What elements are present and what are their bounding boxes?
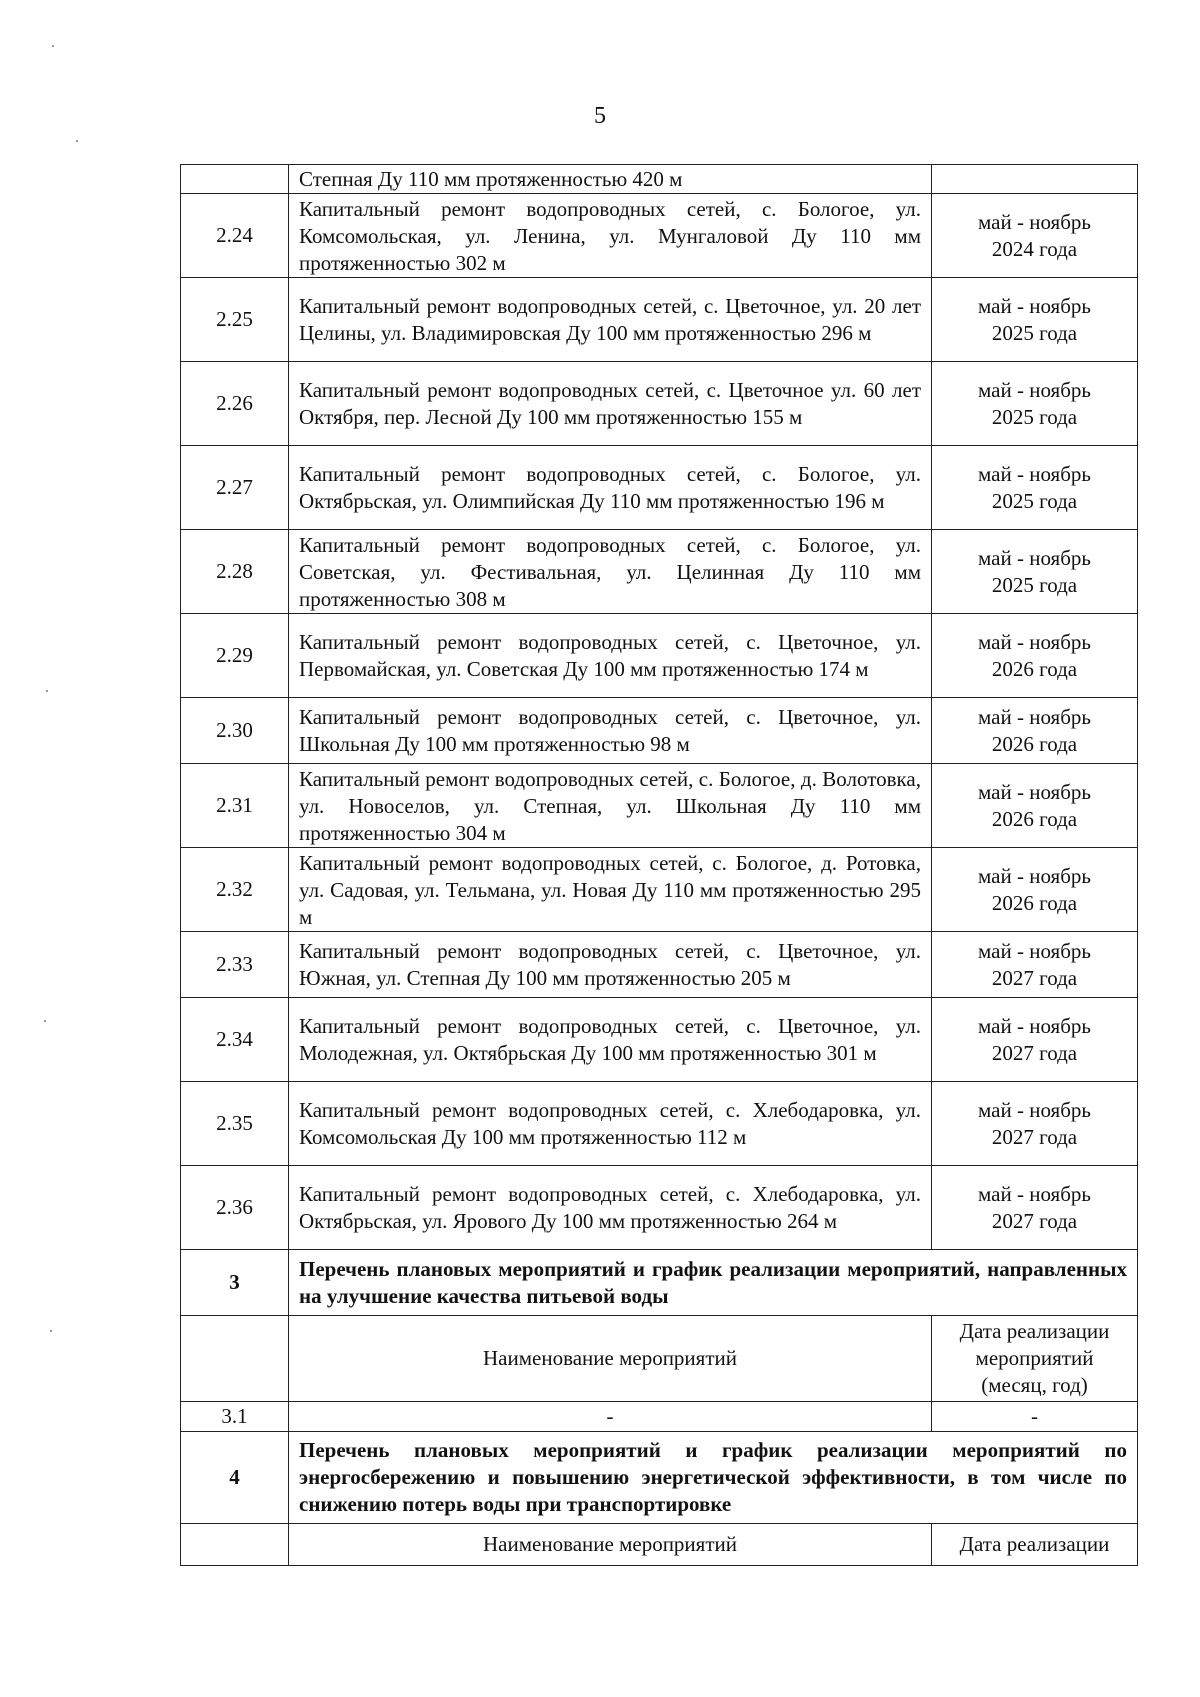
row-description: Капитальный ремонт водопроводных сетей, с. Цветочное, ул. Южная, ул. Степная Ду 100 мм протяженностью 205 м xyxy=(289,932,932,998)
row-number: 2.35 xyxy=(181,1082,289,1166)
row-number xyxy=(181,165,289,194)
row-date xyxy=(932,194,1138,278)
date-line: 2026 года xyxy=(991,656,1078,681)
scan-speck xyxy=(50,1330,52,1332)
table-row xyxy=(181,764,1138,848)
table-row xyxy=(181,1166,1138,1250)
row-date xyxy=(932,698,1138,764)
row-number: 2.32 xyxy=(181,848,289,932)
column-header-name: Наименование мероприятий xyxy=(289,1316,932,1402)
section-3-heading-row xyxy=(181,1250,1138,1316)
table-row xyxy=(181,998,1138,1082)
row-description: Капитальный ремонт водопроводных сетей, с. Бологое, ул. Комсомольская, ул. Ленина, ул. Мунгаловой Ду 110 мм протяженностью 302 м xyxy=(289,194,932,278)
row-date xyxy=(932,1166,1138,1250)
date-line: май - ноябрь xyxy=(978,545,1091,570)
date-line: май - ноябрь xyxy=(978,1013,1091,1038)
date-line: май - ноябрь xyxy=(978,629,1091,654)
row-description: Капитальный ремонт водопроводных сетей, с. Цветочное, ул. Первомайская, ул. Советская Ду 100 мм протяженностью 174 м xyxy=(289,614,932,698)
table-row xyxy=(181,446,1138,530)
page-number: 5 xyxy=(594,103,606,129)
scan-speck xyxy=(76,140,78,142)
row-date xyxy=(932,848,1138,932)
row-date xyxy=(932,764,1138,848)
row-number: 2.26 xyxy=(181,362,289,446)
row-description: Капитальный ремонт водопроводных сетей, с. Хлебодаровка, ул. Октябрьская, ул. Ярового Ду 100 мм протяженностью 264 м xyxy=(289,1166,932,1250)
row-date xyxy=(932,932,1138,998)
row-date xyxy=(932,998,1138,1082)
plan-table xyxy=(180,164,1138,1566)
column-header-date xyxy=(932,1316,1138,1402)
row-description: Капитальный ремонт водопроводных сетей, с. Бологое, д. Ротовка, ул. Садовая, ул. Тельмана, ул. Новая Ду 110 мм протяженностью 295 м xyxy=(289,848,932,932)
date-line: 2025 года xyxy=(991,404,1078,429)
table-row xyxy=(181,1082,1138,1166)
row-number: 3.1 xyxy=(181,1402,289,1432)
scan-speck xyxy=(44,1020,46,1022)
table-row xyxy=(181,1402,1138,1432)
header-line: мероприятий xyxy=(975,1346,1094,1370)
row-number: 2.28 xyxy=(181,530,289,614)
section-4-heading-row xyxy=(181,1432,1138,1524)
row-date xyxy=(932,362,1138,446)
table-row xyxy=(181,614,1138,698)
header-line: (месяц, год) xyxy=(981,1373,1088,1397)
column-header-name: Наименование мероприятий xyxy=(289,1524,932,1566)
table-row xyxy=(181,362,1138,446)
row-date xyxy=(932,278,1138,362)
date-line: 2027 года xyxy=(991,1124,1078,1149)
table-row xyxy=(181,278,1138,362)
row-date xyxy=(932,614,1138,698)
table-row xyxy=(181,698,1138,764)
date-line: май - ноябрь xyxy=(978,293,1091,318)
row-date: - xyxy=(932,1402,1138,1432)
empty-cell xyxy=(181,1524,289,1566)
row-description: Капитальный ремонт водопроводных сетей, с. Цветочное ул. 60 лет Октября, пер. Лесной Ду 100 мм протяженностью 155 м xyxy=(289,362,932,446)
date-line: май - ноябрь xyxy=(978,779,1091,804)
date-line: 2025 года xyxy=(991,320,1078,345)
section-3-column-header xyxy=(181,1316,1138,1402)
date-line: 2025 года xyxy=(991,488,1078,513)
date-line: май - ноябрь xyxy=(978,938,1091,963)
row-number: 2.29 xyxy=(181,614,289,698)
row-description: Капитальный ремонт водопроводных сетей, с. Цветочное, ул. 20 лет Целины, ул. Владимировская Ду 100 мм протяженностью 296 м xyxy=(289,278,932,362)
date-line: май - ноябрь xyxy=(978,1181,1091,1206)
date-line: 2025 года xyxy=(991,572,1078,597)
continuation-row xyxy=(181,165,1138,194)
date-line: 2026 года xyxy=(991,890,1078,915)
column-header-date: Дата реализации xyxy=(932,1524,1138,1566)
row-description: Капитальный ремонт водопроводных сетей, с. Бологое, ул. Советская, ул. Фестивальная, ул. Целинная Ду 110 мм протяженностью 308 м xyxy=(289,530,932,614)
header-line: Дата реализации xyxy=(959,1319,1110,1343)
section-4-column-header xyxy=(181,1524,1138,1566)
row-number: 2.25 xyxy=(181,278,289,362)
row-description: Капитальный ремонт водопроводных сетей, с. Цветочное, ул. Школьная Ду 100 мм протяженностью 98 м xyxy=(289,698,932,764)
row-date xyxy=(932,530,1138,614)
row-date xyxy=(932,165,1138,194)
date-line: 2026 года xyxy=(991,806,1078,831)
row-number: 2.34 xyxy=(181,998,289,1082)
row-number: 2.24 xyxy=(181,194,289,278)
date-line: май - ноябрь xyxy=(978,377,1091,402)
row-description: Капитальный ремонт водопроводных сетей, с. Бологое, д. Волотовка, ул. Новоселов, ул. Степная, ул. Школьная Ду 110 мм протяженностью 304 м xyxy=(289,764,932,848)
date-line: май - ноябрь xyxy=(978,704,1091,729)
date-line: май - ноябрь xyxy=(978,1097,1091,1122)
row-description: Капитальный ремонт водопроводных сетей, с. Бологое, ул. Октябрьская, ул. Олимпийская Ду 110 мм протяженностью 196 м xyxy=(289,446,932,530)
table-row xyxy=(181,194,1138,278)
row-number: 2.30 xyxy=(181,698,289,764)
row-description: - xyxy=(289,1402,932,1432)
date-line: 2027 года xyxy=(991,1208,1078,1233)
row-description: Степная Ду 110 мм протяженностью 420 м xyxy=(289,165,932,194)
row-description: Капитальный ремонт водопроводных сетей, с. Хлебодаровка, ул. Комсомольская Ду 100 мм протяженностью 112 м xyxy=(289,1082,932,1166)
date-line: май - ноябрь xyxy=(978,209,1091,234)
date-line: 2026 года xyxy=(991,731,1078,756)
row-date xyxy=(932,1082,1138,1166)
scan-speck xyxy=(46,690,48,692)
date-line: 2027 года xyxy=(991,1040,1078,1065)
row-number: 2.36 xyxy=(181,1166,289,1250)
table-row xyxy=(181,530,1138,614)
date-line: май - ноябрь xyxy=(978,461,1091,486)
row-description: Капитальный ремонт водопроводных сетей, с. Цветочное, ул. Молодежная, ул. Октябрьская Ду 100 мм протяженностью 301 м xyxy=(289,998,932,1082)
section-title: Перечень плановых мероприятий и график реализации мероприятий по энергосбережению и повышению энергетической эффективности, в том числе по снижению потерь воды при транспортировке xyxy=(289,1432,1138,1524)
row-date xyxy=(932,446,1138,530)
date-line: 2027 года xyxy=(991,965,1078,990)
date-line: май - ноябрь xyxy=(978,863,1091,888)
section-number: 3 xyxy=(181,1250,289,1316)
row-number: 2.31 xyxy=(181,764,289,848)
empty-cell xyxy=(181,1316,289,1402)
date-line: 2024 года xyxy=(991,236,1078,261)
row-number: 2.27 xyxy=(181,446,289,530)
section-number: 4 xyxy=(181,1432,289,1524)
table-row xyxy=(181,848,1138,932)
scan-speck xyxy=(52,45,54,47)
table-row xyxy=(181,932,1138,998)
section-title: Перечень плановых мероприятий и график реализации мероприятий, направленных на улучшение качества питьевой воды xyxy=(289,1250,1138,1316)
row-number: 2.33 xyxy=(181,932,289,998)
